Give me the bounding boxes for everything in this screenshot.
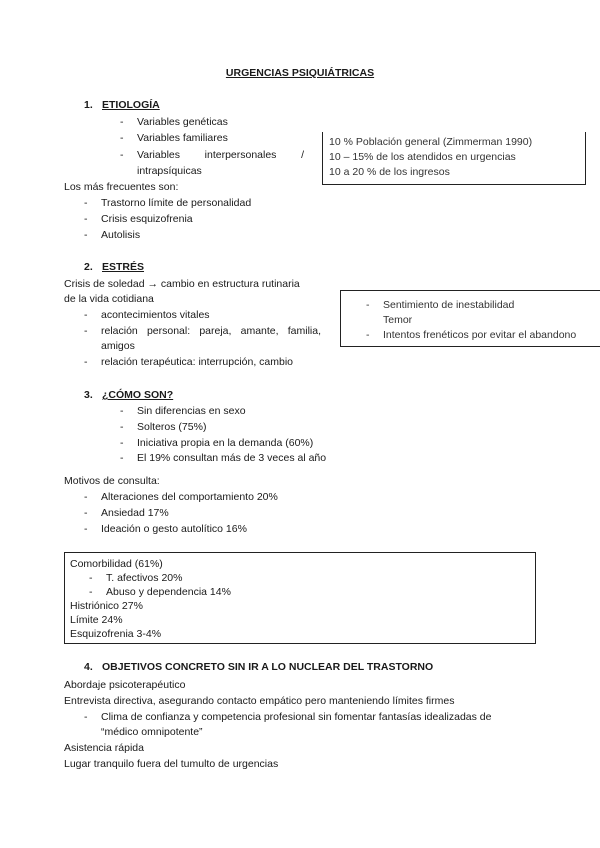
section-2-number: 2. — [84, 261, 93, 273]
list-item: - acontecimientos vitales — [101, 308, 210, 324]
objective-line: Abordaje psicoterapéutico — [64, 679, 186, 691]
list-item: - Ansiedad 17% — [101, 506, 169, 522]
section-1-number: 1. — [84, 99, 93, 111]
box-line: 10 a 20 % de los ingresos — [329, 166, 450, 178]
list-item: - Solteros (75%) — [137, 420, 206, 436]
list-item-continuation: amigos — [101, 340, 135, 352]
objective-line: Lugar tranquilo fuera del tumulto de urgencias — [64, 758, 279, 770]
list-item-continuation: intrapsíquicas — [137, 165, 202, 177]
frequent-label: Los más frecuentes son: — [64, 181, 179, 193]
list-item: - relación terapéutica: interrupción, cambio — [101, 355, 293, 371]
stress-intro: Crisis de soledad → cambio en estructura rutinaria — [64, 278, 300, 290]
list-item: - Ideación o gesto autolítico 16% — [101, 522, 247, 538]
word: amante, — [240, 325, 279, 337]
section-2-heading: ESTRÉS — [102, 261, 145, 273]
page-title: URGENCIAS PSIQUIÁTRICAS — [225, 67, 375, 79]
list-item: - Variables genéticas — [137, 115, 228, 131]
box-title: Comorbilidad (61%) — [70, 558, 163, 570]
word: - Variables — [137, 149, 180, 161]
prevalence-box — [322, 132, 586, 185]
objective-line: Entrevista directiva, asegurando contacto empático pero manteniendo límites firmes — [64, 695, 455, 707]
list-item: - El 19% consultan más de 3 veces al año — [137, 451, 326, 467]
box-line: - Sentimiento de inestabilidad — [383, 298, 514, 314]
objective-line: Asistencia rápida — [64, 742, 144, 754]
motivos-label: Motivos de consulta: — [64, 475, 160, 487]
box-line: Esquizofrenia 3-4% — [70, 628, 162, 640]
list-item: - Crisis esquizofrenia — [101, 212, 193, 228]
list-item: - Iniciativa propia en la demanda (60%) — [137, 436, 313, 452]
list-item: - Variables familiares — [137, 131, 228, 147]
section-4-heading: OBJETIVOS CONCRETO SIN IR A LO NUCLEAR DEL TRASTORNO — [102, 661, 434, 673]
list-item-continuation: “médico omnipotente” — [101, 726, 203, 738]
box-line: Límite 24% — [70, 614, 123, 626]
box-line: - Intentos frenéticos por evitar el abandono — [383, 328, 576, 344]
list-item: - Trastorno límite de personalidad — [101, 196, 251, 212]
box-line: Temor — [383, 314, 413, 326]
stress-intro: de la vida cotidiana — [64, 293, 154, 305]
section-3-heading: ¿CÓMO SON? — [102, 389, 174, 401]
section-3-number: 3. — [84, 389, 93, 401]
box-line: - Abuso y dependencia 14% — [106, 585, 231, 601]
list-item: - Clima de confianza y competencia profesional sin fomentar fantasías idealizadas de — [101, 710, 491, 726]
box-line: 10 – 15% de los atendidos en urgencias — [329, 151, 516, 163]
word: / — [301, 149, 304, 161]
word: - relación — [101, 325, 138, 337]
list-item: - Autolisis — [101, 228, 140, 244]
section-4-number: 4. — [84, 661, 93, 673]
word: interpersonales — [204, 149, 277, 161]
word: familia, — [287, 325, 321, 337]
list-item-justified — [101, 324, 321, 340]
box-line: 10 % Población general (Zimmerman 1990) — [329, 136, 533, 148]
box-line: - T. afectivos 20% — [106, 571, 182, 587]
abandonment-box — [340, 290, 600, 347]
section-1-heading: ETIOLOGÍA — [102, 99, 160, 111]
word: pareja, — [199, 325, 232, 337]
list-item-justified — [137, 148, 304, 164]
list-item: - Sin diferencias en sexo — [137, 404, 246, 420]
box-line: Histriónico 27% — [70, 600, 143, 612]
list-item: - Alteraciones del comportamiento 20% — [101, 490, 278, 506]
comorbidity-box — [64, 552, 536, 644]
word: personal: — [146, 325, 191, 337]
